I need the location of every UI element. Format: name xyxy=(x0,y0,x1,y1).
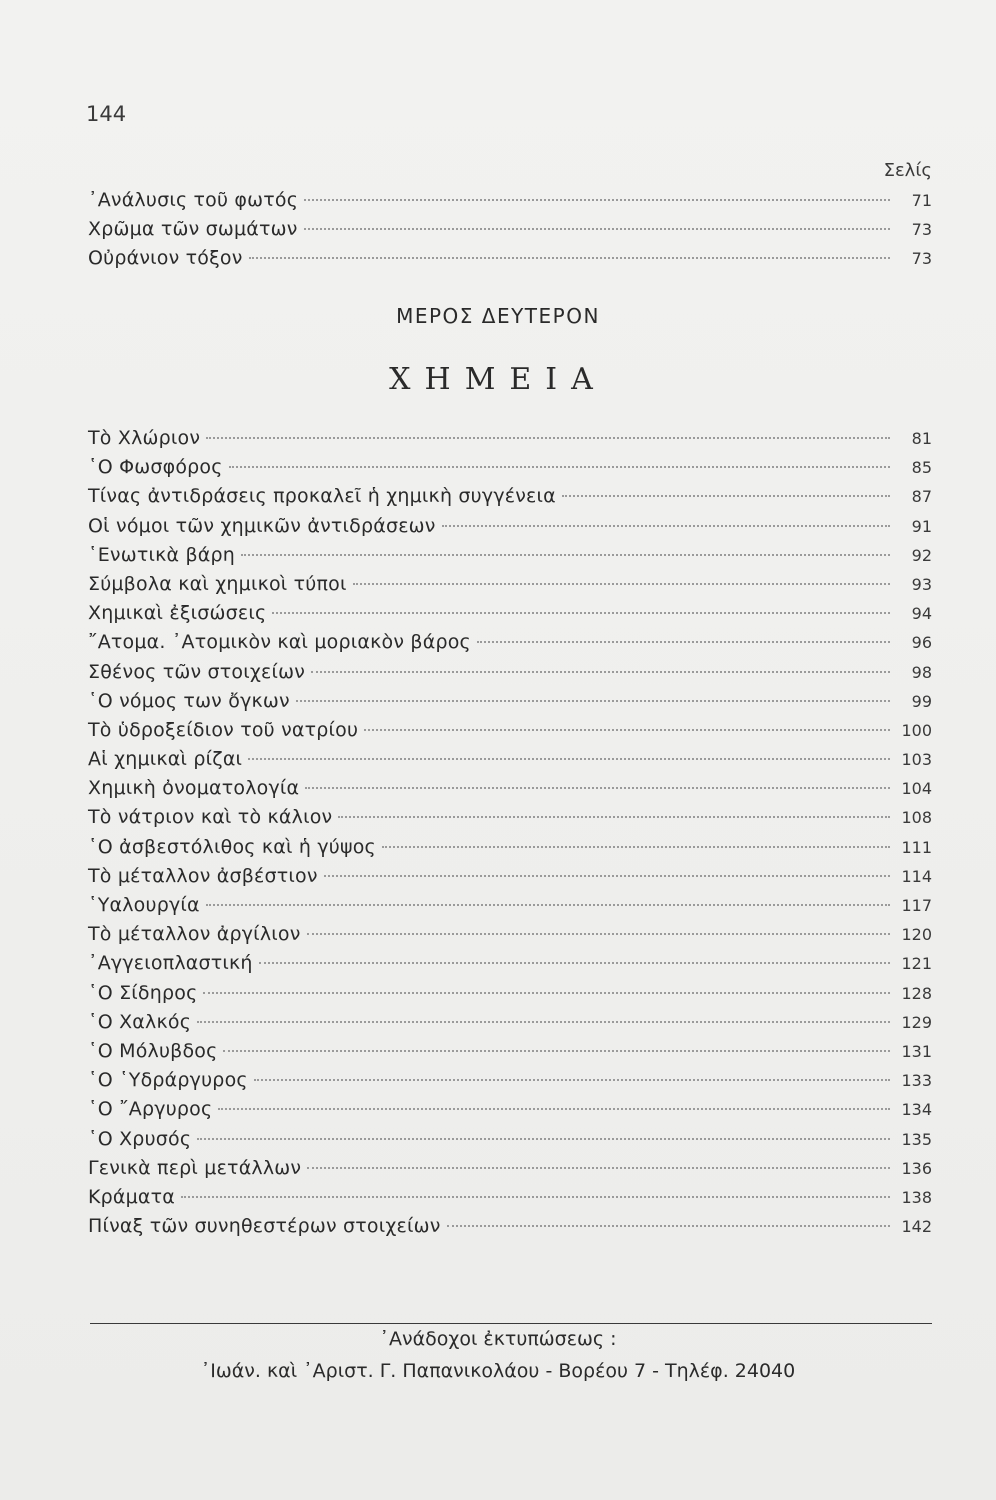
toc-entry-page: 136 xyxy=(901,1158,932,1178)
toc-entry xyxy=(88,186,932,215)
page-number: 144 xyxy=(86,102,127,126)
dot-leader xyxy=(197,1137,890,1140)
toc-entry xyxy=(88,687,932,716)
toc-entry-page: 93 xyxy=(911,574,932,594)
page-column-header: Σελίς xyxy=(883,160,932,181)
footer-divider xyxy=(90,1323,932,1324)
dot-leader xyxy=(338,815,890,818)
toc-entry-page: 138 xyxy=(901,1187,932,1207)
dot-leader xyxy=(229,465,890,468)
section-heading: ΧΗΜΕΙΑ xyxy=(389,362,607,397)
toc-entry-title: ῾Ενωτικὰ βάρη xyxy=(88,543,236,566)
dot-leader xyxy=(304,227,890,230)
toc-entry-title: Γενικὰ περὶ μετάλλων xyxy=(88,1156,302,1179)
toc-entry xyxy=(88,1125,932,1154)
toc-entry-page: 96 xyxy=(911,633,932,653)
dot-leader xyxy=(307,932,890,935)
dot-leader xyxy=(477,640,890,643)
toc-entry-page: 73 xyxy=(911,249,932,269)
toc-entry-title: Τίνας ἀντιδράσεις προκαλεῖ ἡ χημικὴ συγγένεια xyxy=(88,485,556,508)
toc-entry xyxy=(88,658,932,687)
toc-entry-page: 108 xyxy=(901,808,932,828)
toc-entry-title: Τὸ ὑδροξείδιον τοῦ νατρίου xyxy=(88,718,359,741)
footer-printers-address: ᾿Ιωάν. καὶ ᾿Αριστ. Γ. Παπανικολάου - Βορέου 7 - Τηλέφ. 24040 xyxy=(200,1360,796,1382)
dot-leader xyxy=(382,845,890,848)
toc-entry-page: 117 xyxy=(901,896,932,915)
toc-entry-page: 87 xyxy=(911,487,932,507)
dot-leader xyxy=(248,757,890,760)
toc-list-chemistry xyxy=(88,424,932,1241)
toc-entry-title: Οἱ νόμοι τῶν χημικῶν ἀντιδράσεων xyxy=(88,514,436,537)
toc-entry-page: 104 xyxy=(901,779,932,799)
dot-leader xyxy=(249,256,890,259)
toc-entry-page: 73 xyxy=(911,220,932,240)
toc-entry-page: 135 xyxy=(901,1129,932,1149)
toc-entry-title: Τὸ μέταλλον ἀσβέστιον xyxy=(88,864,318,887)
toc-entry xyxy=(88,949,932,978)
toc-entry-page: 71 xyxy=(911,191,932,210)
toc-entry xyxy=(88,1037,932,1066)
toc-entry-title: ῾Ο Χαλκός xyxy=(88,1010,192,1033)
dot-leader xyxy=(254,1078,890,1081)
toc-entry-title: ῾Ο Χρυσός xyxy=(88,1127,192,1150)
toc-entry-title: ῾Υαλουργία xyxy=(88,894,200,916)
dot-leader xyxy=(442,524,890,527)
toc-entry-title: Σύμβολα καὶ χημικοὶ τύποι xyxy=(88,572,347,595)
dot-leader xyxy=(311,670,890,673)
part-heading: ΜΕΡΟΣ ΔΕΥΤΕΡΟΝ xyxy=(396,304,600,328)
dot-leader xyxy=(304,198,890,201)
toc-entry-title: Σθένος τῶν στοιχείων xyxy=(88,660,306,683)
toc-entry-page: 114 xyxy=(901,866,932,886)
toc-entry xyxy=(88,1183,932,1212)
toc-entry-title: Αἱ χημικαὶ ρίζαι xyxy=(88,748,243,771)
toc-entry xyxy=(88,774,932,803)
toc-entry-page: 81 xyxy=(911,429,932,448)
toc-entry xyxy=(88,979,932,1008)
toc-entry-title: Τὸ νάτριον καὶ τὸ κάλιον xyxy=(88,806,333,829)
toc-entry-title: ῾Ο νόμος των ὄγκων xyxy=(88,689,290,712)
toc-entry-title: ῾Ο Σίδηρος xyxy=(88,981,198,1004)
dot-leader xyxy=(324,874,890,877)
footer-printers-label: ᾿Ανάδοχοι ἐκτυπώσεως : xyxy=(379,1328,617,1350)
toc-entry xyxy=(88,803,932,832)
toc-list-part-one xyxy=(88,186,932,274)
toc-entry-title: Χημικὴ ὀνοματολογία xyxy=(88,777,300,800)
dot-leader xyxy=(353,582,890,585)
toc-entry-page: 98 xyxy=(911,662,932,682)
toc-entry-title: Τὸ μέταλλον ἀργίλιον xyxy=(88,923,301,946)
toc-entry-title: ῾Ο ῾Υδράργυρος xyxy=(88,1069,248,1092)
dot-leader xyxy=(206,903,890,906)
toc-entry-title: ῎Ατομα. ᾿Ατομικὸν καὶ μοριακὸν βάρος xyxy=(88,631,471,654)
dot-leader xyxy=(223,1049,890,1052)
toc-entry-page: 133 xyxy=(901,1071,932,1091)
toc-entry xyxy=(88,424,932,453)
toc-entry-page: 103 xyxy=(901,750,932,770)
toc-entry-title: ᾿Ανάλυσις τοῦ φωτός xyxy=(88,189,299,211)
toc-entry-page: 94 xyxy=(911,604,932,624)
toc-entry-page: 128 xyxy=(901,983,932,1003)
toc-entry-title: Χημικαὶ ἐξισώσεις xyxy=(88,602,267,625)
toc-entry xyxy=(88,541,932,570)
toc-entry-title: ᾿Αγγειοπλαστική xyxy=(88,952,253,975)
toc-entry-page: 92 xyxy=(911,545,932,565)
dot-leader xyxy=(203,991,890,994)
toc-entry-title: Οὐράνιον τόξον xyxy=(88,247,243,270)
toc-entry xyxy=(88,512,932,541)
toc-entry xyxy=(88,453,932,482)
dot-leader xyxy=(562,494,890,497)
toc-entry-page: 121 xyxy=(901,954,932,974)
toc-entry xyxy=(88,570,932,599)
toc-entry-page: 120 xyxy=(901,925,932,945)
toc-entry-page: 134 xyxy=(901,1100,932,1120)
dot-leader xyxy=(364,728,890,731)
toc-entry-title: ῾Ο ἀσβεστόλιθος καὶ ἡ γύψος xyxy=(88,835,376,858)
toc-entry xyxy=(88,1066,932,1095)
toc-entry xyxy=(88,745,932,774)
toc-entry xyxy=(88,716,932,745)
toc-entry-title: Κράματα xyxy=(88,1185,176,1208)
toc-entry xyxy=(88,1008,932,1037)
toc-entry xyxy=(88,1212,932,1241)
dot-leader xyxy=(197,1020,890,1023)
toc-entry xyxy=(88,920,932,949)
toc-entry xyxy=(88,891,932,920)
toc-entry-page: 99 xyxy=(911,691,932,711)
toc-entry-page: 111 xyxy=(901,837,932,857)
dot-leader xyxy=(296,699,890,702)
toc-entry-title: Τὸ Χλώριον xyxy=(88,427,201,449)
toc-entry xyxy=(88,215,932,244)
toc-entry-page: 142 xyxy=(901,1217,932,1237)
dot-leader xyxy=(218,1107,890,1110)
dot-leader xyxy=(305,786,890,789)
dot-leader xyxy=(181,1195,890,1198)
dot-leader xyxy=(259,961,890,964)
toc-entry-title: Χρῶμα τῶν σωμάτων xyxy=(88,218,298,241)
toc-entry-title: ῾Ο Φωσφόρος xyxy=(88,456,223,479)
toc-entry xyxy=(88,1154,932,1183)
dot-leader xyxy=(307,1166,890,1169)
toc-entry-page: 131 xyxy=(901,1041,932,1061)
dot-leader xyxy=(272,611,890,614)
dot-leader xyxy=(241,553,890,556)
toc-entry-title: Πίναξ τῶν συνηθεστέρων στοιχείων xyxy=(88,1215,441,1238)
dot-leader xyxy=(447,1224,890,1227)
toc-entry-page: 91 xyxy=(911,516,932,536)
toc-entry-page: 85 xyxy=(911,458,932,478)
toc-entry xyxy=(88,628,932,657)
toc-entry xyxy=(88,482,932,511)
toc-entry-page: 100 xyxy=(901,720,932,740)
toc-entry xyxy=(88,833,932,862)
toc-entry-title: ῾Ο ῎Αργυρος xyxy=(88,1098,213,1121)
toc-entry xyxy=(88,244,932,273)
toc-entry xyxy=(88,862,932,891)
dot-leader xyxy=(206,436,890,439)
toc-entry xyxy=(88,1095,932,1124)
toc-entry-title: ῾Ο Μόλυβδος xyxy=(88,1039,218,1062)
toc-entry xyxy=(88,599,932,628)
toc-entry-page: 129 xyxy=(901,1012,932,1032)
